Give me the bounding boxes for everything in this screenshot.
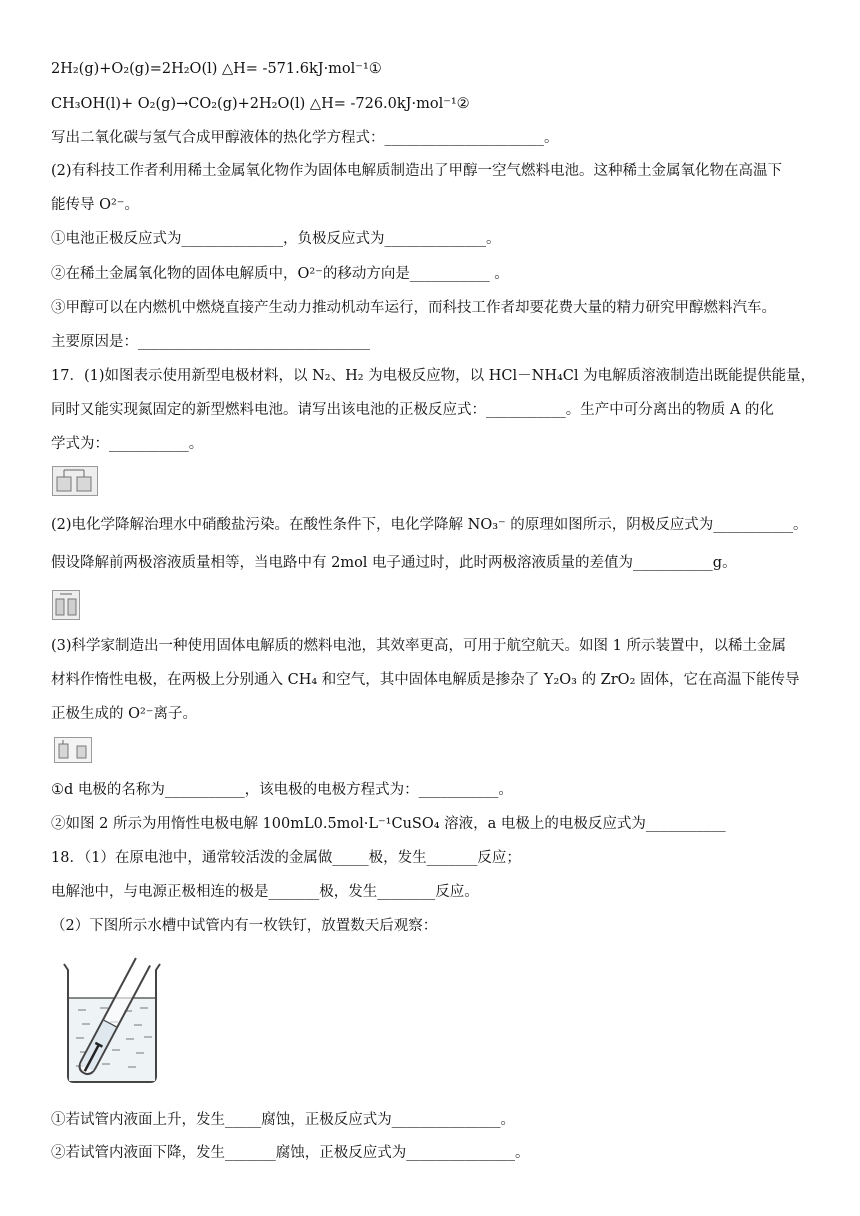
fuel-cell-figure xyxy=(52,466,98,496)
question-line: 能传导 O²⁻。 xyxy=(51,197,139,213)
question-line: 主要原因是：________________________________ xyxy=(51,334,370,350)
question-line: ②若试管内液面下降，发生_______腐蚀，正极反应式为_______________。 xyxy=(51,1145,530,1161)
question-line: (2)有科技工作者利用稀土金属氧化物作为固体电解质制造出了甲醇一空气燃料电池。这种稀土金属氧化物在高温下 xyxy=(51,163,783,179)
question-line: 正极生成的 O²⁻离子。 xyxy=(51,706,197,722)
question-line: ①电池正极反应式为______________，负极反应式为______________。 xyxy=(51,231,501,247)
question-line: ①d 电极的名称为___________，该电极的电极方程式为：___________。 xyxy=(51,782,513,798)
electrolysis-figure xyxy=(52,590,80,620)
equation-1: 2H₂(g)+O₂(g)=2H₂O(l) △H= -571.6kJ·mol⁻¹① xyxy=(51,61,382,77)
question-line: ①若试管内液面上升，发生_____腐蚀，正极反应式为_______________。 xyxy=(51,1112,515,1128)
question-line: (2)电化学降解治理水中硝酸盐污染。在酸性条件下，电化学降解 NO₃⁻ 的原理如图所示，阴极反应式为___________。 xyxy=(51,517,808,533)
question-line: ②在稀土金属氧化物的固体电解质中，O²⁻的移动方向是___________ 。 xyxy=(51,266,509,282)
question-line: 假设降解前两极溶液质量相等，当电路中有 2mol 电子通过时，此时两极溶液质量的差值为___________g。 xyxy=(51,555,737,571)
equation-2: CH₃OH(l)+ O₂(g)→CO₂(g)+2H₂O(l) △H= -726.0kJ·mol⁻¹② xyxy=(51,96,470,112)
question-17-line: 17．(1)如图表示使用新型电极材料，以 N₂、H₂ 为电极反应物，以 HCl－NH₄Cl 为电解质溶液制造出既能提供能量， xyxy=(51,368,816,384)
question-line: 学式为：___________。 xyxy=(51,436,204,452)
question-line: 材料作惰性电极，在两极上分别通入 CH₄ 和空气，其中固体电解质是掺杂了 Y₂O₃ 的 ZrO₂ 固体，它在高温下能传导 xyxy=(51,672,800,688)
solid-electrolyte-cell-figure xyxy=(54,737,92,763)
question-line: 写出二氧化碳与氢气合成甲醇液体的热化学方程式：______________________。 xyxy=(51,130,559,146)
question-line: 同时又能实现氮固定的新型燃料电池。请写出该电池的正极反应式：___________。生产中可分离出的物质 A 的化 xyxy=(51,402,774,418)
question-line: ②如图 2 所示为用惰性电极电解 100mL0.5mol·L⁻¹CuSO₄ 溶液，a 电极上的电极反应式为___________ xyxy=(51,816,726,832)
question-line: 电解池中，与电源正极相连的极是_______极，发生________反应。 xyxy=(51,884,479,900)
question-line: (3)科学家制造出一种使用固体电解质的燃料电池，其效率更高，可用于航空航天。如图 1 所示装置中，以稀土金属 xyxy=(51,638,786,654)
beaker-test-tube-figure xyxy=(52,950,172,1086)
question-18-line: 18．（1）在原电池中，通常较活泼的金属做_____极，发生_______反应； xyxy=(51,850,521,866)
question-line: （2）下图所示水槽中试管内有一枚铁钉，放置数天后观察： xyxy=(51,918,438,934)
question-line: ③甲醇可以在内燃机中燃烧直接产生动力推动机动车运行，而科技工作者却要花费大量的精力研究甲醇燃料汽车。 xyxy=(51,300,776,316)
